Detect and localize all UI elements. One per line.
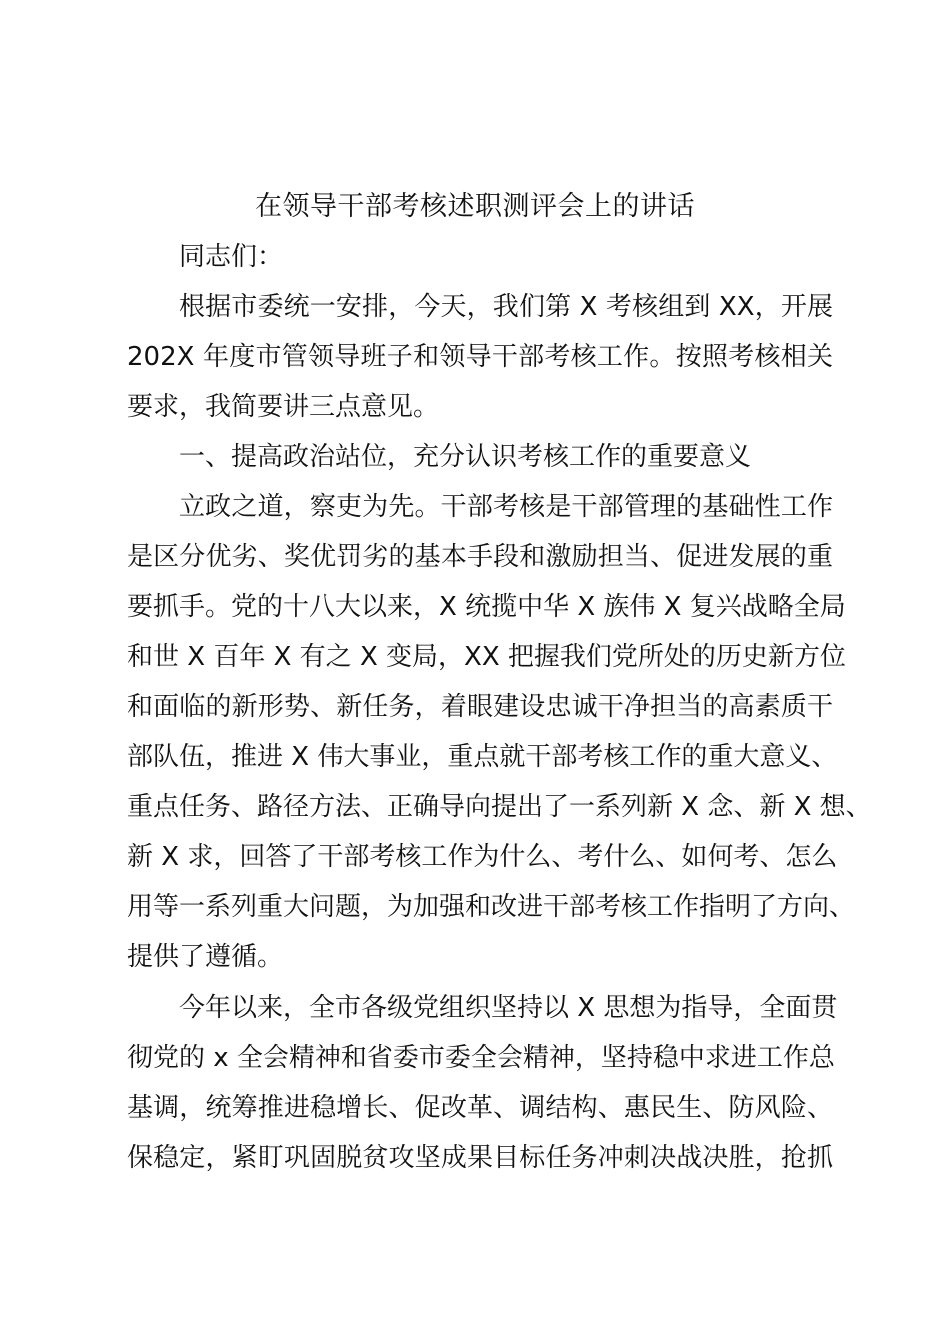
text-line: 要抓手。党的十八大以来，X 统揽中华 X 族伟 X 复兴战略全局 xyxy=(127,592,846,622)
text-line: 一、提高政治站位，充分认识考核工作的重要意义 xyxy=(179,442,752,472)
document-title: 在领导干部考核述职测评会上的讲话 xyxy=(255,191,695,222)
paragraph-section-1 xyxy=(127,482,872,982)
text-line: 彻党的 x 全会精神和省委市委全会精神，坚持稳中求进工作总 xyxy=(127,1043,835,1073)
paragraph-this-year xyxy=(127,983,838,1183)
text-line: 和世 X 百年 X 有之 X 变局，XX 把握我们党所处的历史新方位 xyxy=(127,642,846,672)
text-line: 立政之道，察吏为先。干部考核是干部管理的基础性工作 xyxy=(179,492,833,522)
salutation: 同志们： xyxy=(179,242,284,272)
text-line: 保稳定，紧盯巩固脱贫攻坚成果目标任务冲刺决战决胜，抢抓 xyxy=(127,1143,833,1173)
text-line: 重点任务、路径方法、正确导向提出了一系列新 X 念、新 X 想、 xyxy=(127,792,872,822)
document-body xyxy=(127,232,872,1183)
text-line: 和面临的新形势、新任务，着眼建设忠诚干净担当的高素质干 xyxy=(127,692,833,722)
text-line: 基调，统筹推进稳增长、促改革、调结构、惠民生、防风险、 xyxy=(127,1093,833,1123)
text-line: 202X 年度市管领导班子和领导干部考核工作。按照考核相关 xyxy=(127,342,833,372)
text-line: 提供了遵循。 xyxy=(127,942,284,972)
text-line: 是区分优劣、奖优罚劣的基本手段和激励担当、促进发展的重 xyxy=(127,542,833,572)
text-line: 今年以来，全市各级党组织坚持以 X 思想为指导，全面贯 xyxy=(179,993,838,1023)
text-line: 新 X 求，回答了干部考核工作为什么、考什么、如何考、怎么 xyxy=(127,842,838,872)
text-line: 用等一系列重大问题，为加强和改进干部考核工作指明了方向、 xyxy=(127,892,856,922)
text-line: 要求，我简要讲三点意见。 xyxy=(127,392,440,422)
section-heading-1 xyxy=(127,432,833,482)
paragraph-intro xyxy=(127,282,833,432)
text-line: 根据市委统一安排，今天，我们第 X 考核组到 XX，开展 xyxy=(179,292,833,322)
text-line: 部队伍，推进 X 伟大事业，重点就干部考核工作的重大意义、 xyxy=(127,742,838,772)
